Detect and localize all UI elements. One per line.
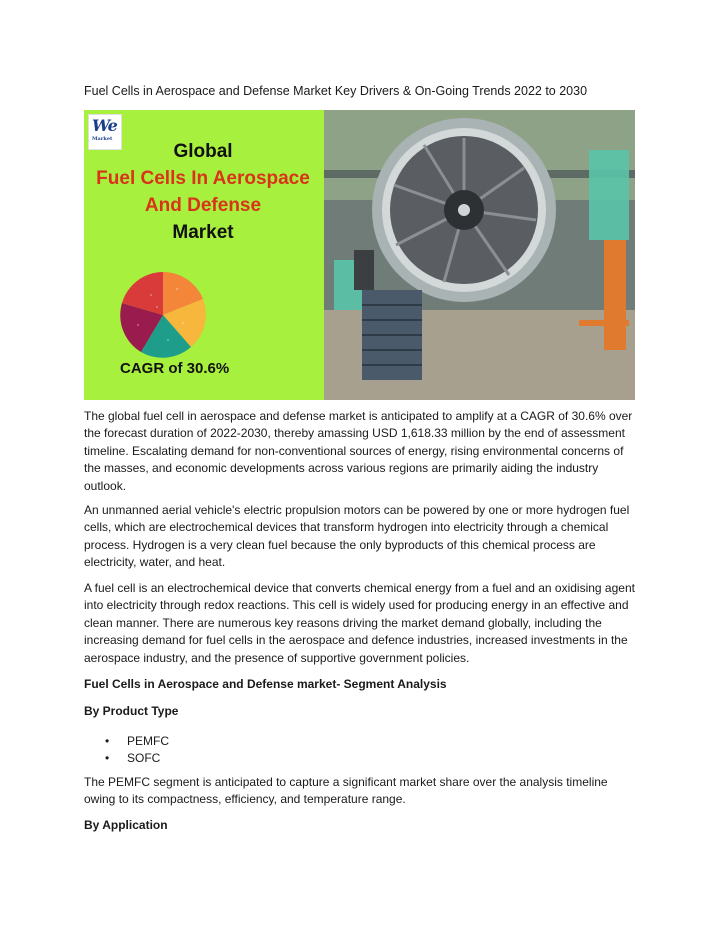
banner-heading [84, 138, 322, 246]
bullet-icon: • [105, 734, 110, 748]
segment-analysis-heading: Fuel Cells in Aerospace and Defense market- Segment Analysis [84, 677, 447, 691]
paragraph-2: An unmanned aerial vehicle's electric propulsion motors can be powered by one or more hydrogen fuel cells, which are electrochemical devices that transform hydrogen into electricity through a chemical process. Hydrogen is a very clean fuel because the only byproducts of this chemical process are electricity, water, and heat. [84, 503, 630, 570]
banner-heading-line3: And Defense [144, 195, 262, 216]
jet-engine-illustration [324, 110, 635, 400]
market-banner-image [84, 110, 635, 400]
bullet-icon: • [105, 751, 110, 765]
product-type-heading: By Product Type [84, 704, 179, 718]
pemfc-paragraph: The PEMFC segment is anticipated to capture a significant market share over the analysis timeline owing to its compactness, efficiency, and temperature range. [84, 775, 608, 807]
document-title: Fuel Cells in Aerospace and Defense Market Key Drivers & On-Going Trends 2022 to 2030 [84, 84, 588, 98]
logo-text: Market [92, 136, 113, 142]
product-type-sofc: SOFC [127, 751, 161, 765]
banner-heading-line2: Fuel Cells In Aerospace [96, 168, 310, 189]
jet-engine-photo [324, 110, 635, 400]
paragraph-1: The global fuel cell in aerospace and defense market is anticipated to amplify at a CAGR of 30.6% over the forecast duration of 2022-2030, thereby amassing USD 1,618.33 million by the end of assessment timeline. Escalating demand for non-conventional sources of energy, rising environmental concerns of the masses, and economic developments across various regions are primarily aiding the industry outlook. [84, 409, 633, 493]
logo-mark: We [92, 116, 117, 135]
product-type-pemfc: PEMFC [127, 734, 169, 748]
paragraph-3: A fuel cell is an electrochemical device that converts chemical energy from a fuel and an oxidising agent into electricity through redox reactions. This cell is widely used for producing energy in an effective and clean manner. There are numerous key reasons driving the market demand globally, including the increasing demand for fuel cells in the aerospace and defence industries, increased investments in the aerospace industry, and the presence of supportive government policies. [84, 581, 635, 665]
banner-heading-line1: Global [173, 141, 233, 162]
banner-heading-line4: Market [172, 222, 234, 243]
pie-graphic [118, 270, 208, 360]
application-heading: By Application [84, 818, 168, 832]
cagr-label: CAGR of 30.6% [120, 360, 230, 377]
